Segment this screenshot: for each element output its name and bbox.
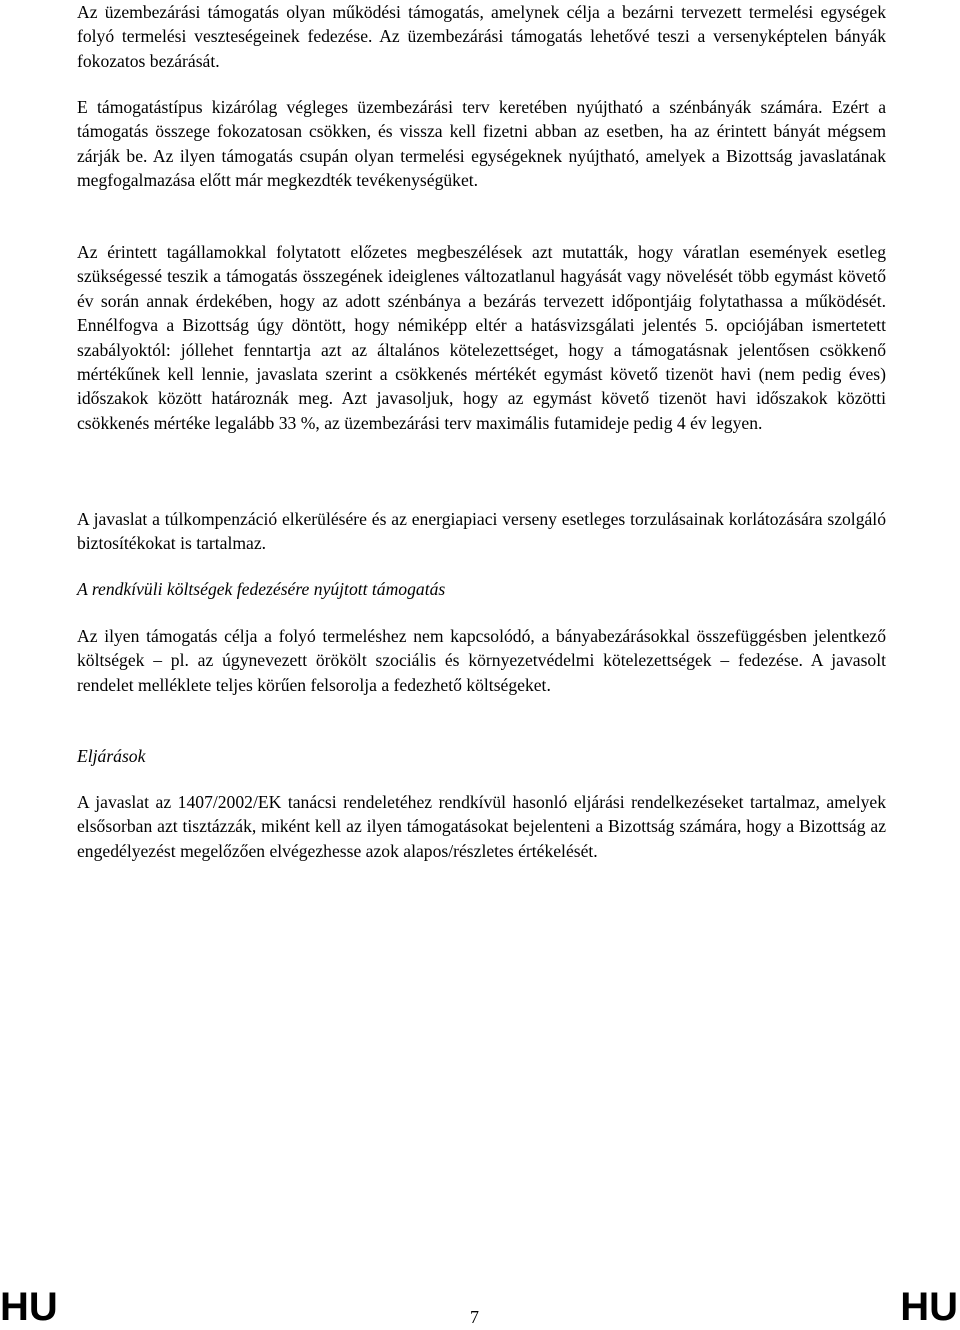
paragraph-exceptional-costs: Az ilyen támogatás célja a folyó termeléshez nem kapcsolódó, a bányabezárásokkal összefüggésben jelentkező költségek – pl. az úgynevezett örökölt szociális és környezetvédelmi kötelezettségek – fedezése. A javasolt rendelet melléklete teljes körűen felsorolja a fedezhető költségeket. (77, 626, 886, 695)
paragraph-member-state-discussions: Az érintett tagállamokkal folytatott előzetes megbeszélések azt mutatták, hogy váratlan események esetleg szükségessé teszik a támogatás összegének ideiglenes változatlanul hagyását vagy növelését több egymást követő év során annak érdekében, hogy az adott szénbánya a bezárás tervezett időpontjáig folytathassa a működését. Ennélfogva a Bizottság úgy döntött, hogy némiképp eltér a hatásvizsgálati jelentés 5. opciójában ismertetett szabályoktól: jóllehet fenntartja azt az általános kötelezettséget, hogy a támogatásnak jelentősen csökkenő mértékűnek kell lennie, javaslata szerint a csökkenés mértékét egymást követő tizenöt havi (nem pedig éves) időszakok között határoznák meg. Azt javasoljuk, hogy az egymást követő tizenöt havi időszakok közötti csökkenés mértéke legalább 33 %, az üzembezárási terv maximális futamideje pedig 4 év legyen. (77, 242, 886, 433)
section-heading-procedures: Eljárások (77, 746, 146, 766)
page-number: 7 (470, 1307, 479, 1327)
paragraph-closure-aid-definition: Az üzembezárási támogatás olyan működési támogatás, amelynek célja a bezárni tervezett termelési egységek folyó termelési veszteségeinek fedezése. Az üzembezárási támogatás lehetővé teszi a versenyképtelen bányák fokozatos bezárását. (77, 2, 886, 71)
footer-language-code-left: HU (0, 1285, 58, 1329)
paragraph-procedures: A javaslat az 1407/2002/EK tanácsi rendeletéhez rendkívül hasonló eljárási rendelkezéseket tartalmaz, amelyek elsősorban azt tisztázzák, miként kell az ilyen támogatásokat bejelenteni a Bizottság számára, hogy a Bizottság az engedélyezést megelőzően elvégezhesse azok alapos/részletes értékelését. (77, 792, 886, 861)
footer-language-code-right: HU (900, 1285, 958, 1329)
section-heading-exceptional-costs: A rendkívüli költségek fedezésére nyújtott támogatás (77, 579, 446, 599)
paragraph-safeguards: A javaslat a túlkompenzáció elkerülésére és az energiapiaci verseny esetleges torzulásainak korlátozására szolgáló biztosítékokat is tartalmaz. (77, 509, 886, 554)
paragraph-closure-plan-conditions: E támogatástípus kizárólag végleges üzembezárási terv keretében nyújtható a szénbányák számára. Ezért a támogatás összege fokozatosan csökken, és vissza kell fizetni abban az esetben, ha az érintett bányát mégsem zárják be. Az ilyen támogatás csupán olyan termelési egységeknek nyújtható, amelyek a Bizottság javaslatának megfogalmazása előtt már megkezdték tevékenységüket. (77, 97, 886, 191)
